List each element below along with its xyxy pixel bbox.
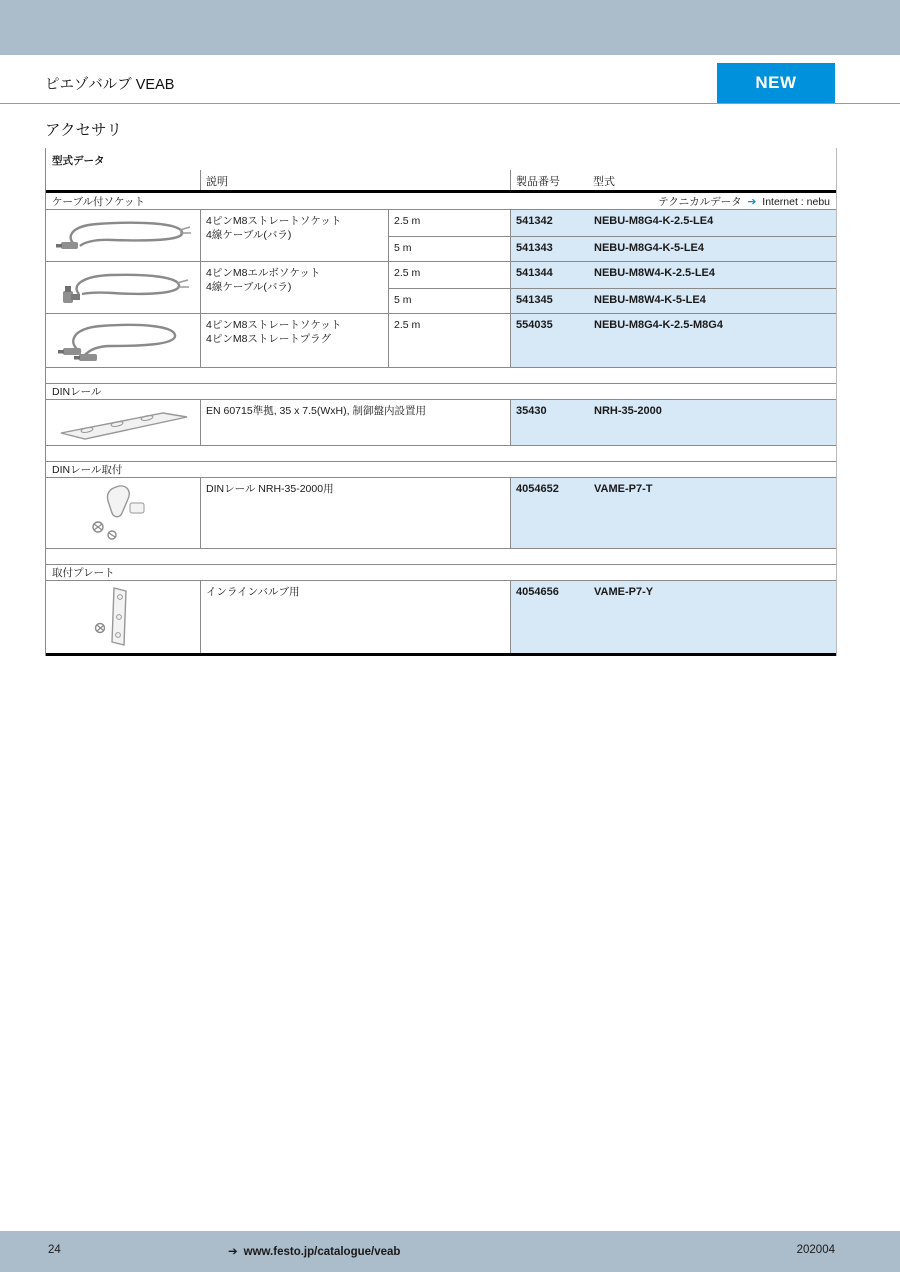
technical-data-note <box>658 194 830 209</box>
footer-page-number: 24 <box>48 1244 61 1256</box>
spacer-row <box>46 445 836 461</box>
type-code-cell: NEBU-M8W4-K-2.5-LE4 <box>588 262 836 288</box>
part-number-cell: 4054656 <box>510 581 588 653</box>
length-cell: 5 m <box>388 236 510 261</box>
col-header-description: 説明 <box>200 170 388 190</box>
cable-drawing <box>53 316 193 366</box>
table-row-group-elbow-socket <box>46 261 836 313</box>
arrow-right-icon: ➔ <box>747 195 757 208</box>
type-code-cell: VAME-P7-Y <box>588 581 836 653</box>
elbow-socket-cable-image <box>46 262 200 313</box>
section-label: ケーブル付ソケット <box>52 195 145 208</box>
type-code-cell: NEBU-M8G4-K-2.5-M8G4 <box>588 314 836 367</box>
arrow-right-icon: ➔ <box>228 1246 238 1258</box>
type-code-cell: VAME-P7-T <box>588 478 836 548</box>
description-line2: 4線ケーブル(バラ) <box>206 281 292 294</box>
cable-drawing <box>53 215 193 257</box>
accessories-heading: アクセサリ <box>45 122 123 139</box>
din-mount-clamp-image <box>46 478 200 548</box>
section-label: 取付プレート <box>52 567 115 579</box>
section-bar-mounting-plate <box>46 564 836 581</box>
column-header-row <box>46 170 836 190</box>
col-header-type: 型式 <box>593 176 615 188</box>
section-label: DINレール取付 <box>52 464 123 476</box>
table-row-din-mount <box>46 478 836 548</box>
table-row-group-straight-socket <box>46 210 836 261</box>
description-line2: 4ピンM8ストレートプラグ <box>206 333 332 346</box>
length-cell: 2.5 m <box>388 314 510 367</box>
type-code-cell: NRH-35-2000 <box>588 400 836 445</box>
description-cell: インラインバルブ用 <box>200 581 510 653</box>
part-number-cell: 541344 <box>510 262 588 288</box>
description-cell <box>200 262 388 313</box>
table-row-din-rail <box>46 400 836 445</box>
footer-doc-date: 202004 <box>796 1244 835 1256</box>
table-bottom-rule <box>46 653 836 656</box>
note-prefix: テクニカルデータ <box>658 195 742 208</box>
col-header-part-no: 製品番号 <box>510 170 588 190</box>
note-suffix: Internet : nebu <box>762 195 830 208</box>
section-bar-din-rail <box>46 383 836 400</box>
type-code-cell: NEBU-M8W4-K-5-LE4 <box>588 288 836 313</box>
part-number-cell: 541342 <box>510 210 588 236</box>
spacer-row <box>46 367 836 383</box>
section-bar-din-mount <box>46 461 836 478</box>
spacer-row <box>46 548 836 564</box>
page-title: ピエゾバルブ VEAB <box>45 77 175 93</box>
col-header-image <box>46 170 200 190</box>
part-number-cell: 554035 <box>510 314 588 367</box>
length-cell: 5 m <box>388 288 510 313</box>
length-cell: 2.5 m <box>388 210 510 236</box>
footer-band <box>0 1231 900 1272</box>
din-rail-image <box>46 400 200 445</box>
table-title: 型式データ <box>52 155 105 167</box>
description-cell: DINレール NRH-35-2000用 <box>200 478 510 548</box>
plate-drawing <box>88 584 158 650</box>
section-label: DINレール <box>52 386 102 398</box>
table-row-mounting-plate <box>46 581 836 653</box>
part-number-cell: 4054652 <box>510 478 588 548</box>
description-line2: 4線ケーブル(バラ) <box>206 229 292 242</box>
description-cell <box>200 314 388 367</box>
description-cell <box>200 210 388 261</box>
part-number-cell: 541345 <box>510 288 588 313</box>
top-band <box>0 0 900 55</box>
length-cell: 2.5 m <box>388 262 510 288</box>
cable-drawing <box>53 267 193 309</box>
mounting-plate-image <box>46 581 200 653</box>
type-code-cell: NEBU-M8G4-K-5-LE4 <box>588 236 836 261</box>
col-header-length <box>388 170 510 190</box>
din-rail-drawing <box>53 403 193 443</box>
straight-socket-cable-image <box>46 210 200 261</box>
description-line1: 4ピンM8ストレートソケット <box>206 319 342 331</box>
part-number-cell: 541343 <box>510 236 588 261</box>
description-line1: 4ピンM8エルボソケット <box>206 267 321 279</box>
part-number-cell: 35430 <box>510 400 588 445</box>
socket-plug-cable-image <box>46 314 200 367</box>
footer-url-text: www.festo.jp/catalogue/veab <box>243 1246 401 1258</box>
type-data-table <box>45 148 837 656</box>
description-cell: EN 60715準拠, 35 x 7.5(WxH), 制御盤内設置用 <box>200 400 510 445</box>
clamp-drawing <box>78 481 168 545</box>
title-bar <box>0 55 900 104</box>
footer-catalogue-link[interactable] <box>228 1244 400 1258</box>
type-code-cell: NEBU-M8G4-K-2.5-LE4 <box>588 210 836 236</box>
description-line1: 4ピンM8ストレートソケット <box>206 215 342 227</box>
section-bar-cable-sockets <box>46 193 836 210</box>
new-badge: NEW <box>717 63 835 103</box>
table-row-group-socket-plug <box>46 313 836 367</box>
